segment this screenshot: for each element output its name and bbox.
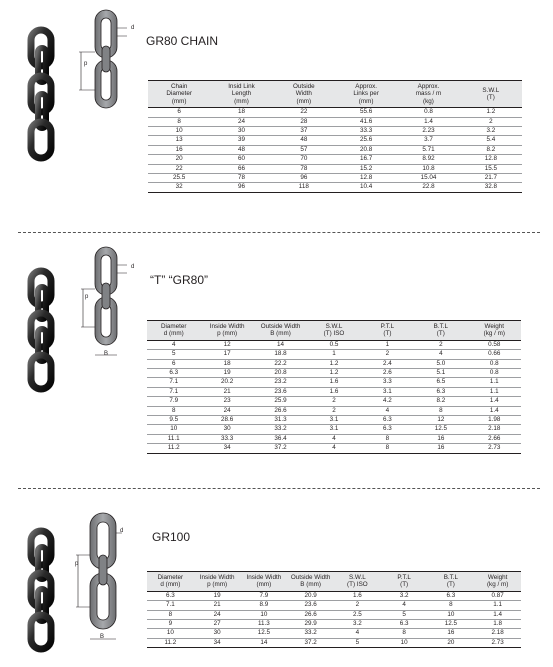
dim-label-d: d — [131, 264, 135, 270]
column-header: Insid Link Length (mm) — [210, 81, 272, 108]
table-row — [147, 359, 521, 368]
table-cell: 6.3 — [414, 387, 467, 396]
table-cell: 29.9 — [287, 620, 334, 629]
section-title: GR100 — [152, 530, 191, 544]
column-header: Inside Width p (mm) — [200, 321, 253, 341]
table-cell: 30 — [194, 629, 241, 638]
column-header: Diameter d (mm) — [147, 321, 200, 341]
table-cell: 6.3 — [361, 416, 414, 425]
table-cell: 16 — [148, 145, 210, 154]
table-cell: 0.87 — [474, 591, 521, 600]
table-cell: 1.4 — [397, 117, 459, 126]
table-row — [147, 425, 521, 434]
table-cell: 37.2 — [254, 444, 307, 453]
table-cell: 1.98 — [468, 416, 521, 425]
column-header: Diameter d (mm) — [147, 572, 194, 592]
table-cell: 8 — [361, 444, 414, 453]
table-cell: 5.0 — [414, 359, 467, 368]
table-cell: 96 — [210, 183, 272, 192]
column-header: S.W.L (T) — [460, 81, 522, 108]
table-cell: 7.1 — [147, 378, 200, 387]
table-cell: 16 — [414, 444, 467, 453]
table-cell: 8.2 — [460, 145, 522, 154]
dim-label-d: d — [131, 25, 135, 31]
column-header: Outside Width B (mm) — [287, 572, 334, 592]
table-cell: 21 — [200, 387, 253, 396]
header-row — [147, 321, 521, 341]
table-cell: 2.23 — [397, 127, 459, 136]
table-cell: 7.9 — [147, 397, 200, 406]
table-cell: 24 — [194, 610, 241, 619]
table-row — [147, 620, 521, 629]
table-row — [147, 601, 521, 610]
table-cell: 37 — [273, 127, 335, 136]
table-cell: 4 — [307, 444, 360, 453]
table-cell: 18 — [200, 359, 253, 368]
table-cell: 10 — [148, 127, 210, 136]
table-cell: 16 — [414, 434, 467, 443]
table-cell: 28.6 — [200, 416, 253, 425]
table-cell: 1.4 — [468, 406, 521, 415]
table-cell: 1 — [361, 340, 414, 349]
table-cell: 20.8 — [335, 145, 397, 154]
table-cell: 12 — [200, 340, 253, 349]
dim-label-b: B — [100, 634, 105, 640]
table-cell: 2 — [307, 397, 360, 406]
table-cell: 5.4 — [460, 136, 522, 145]
table-cell: 8 — [414, 406, 467, 415]
table-row — [147, 350, 521, 359]
column-header: Weight (kg / m) — [468, 321, 521, 341]
table-cell: 5 — [381, 610, 428, 619]
table-row — [148, 155, 522, 164]
dim-label-b: B — [104, 351, 109, 357]
table-cell: 9.5 — [147, 416, 200, 425]
table-cell: 12.5 — [414, 425, 467, 434]
table-cell: 32.8 — [460, 183, 522, 192]
column-header: Chain Diameter (mm) — [148, 81, 210, 108]
table-cell: 1.8 — [474, 620, 521, 629]
table-cell: 15.2 — [335, 164, 397, 173]
table-cell: 24 — [200, 406, 253, 415]
table-cell: 1.6 — [334, 591, 381, 600]
table-cell: 2.5 — [334, 610, 381, 619]
column-header: Approx. mass / m (kg) — [397, 81, 459, 108]
table-cell: 22 — [148, 164, 210, 173]
column-header: Outside Width (mm) — [273, 81, 335, 108]
table-cell: 11.2 — [147, 638, 194, 647]
table-cell: 48 — [210, 145, 272, 154]
table-cell: 10 — [428, 610, 475, 619]
table-cell: 1.1 — [468, 378, 521, 387]
table-cell: 5 — [147, 350, 200, 359]
table-cell: 4.2 — [361, 397, 414, 406]
table-cell: 36.4 — [254, 434, 307, 443]
table-row — [147, 378, 521, 387]
table-cell: 2 — [334, 601, 381, 610]
table-row — [147, 397, 521, 406]
table-cell: 5.1 — [414, 369, 467, 378]
table-cell: 1.6 — [307, 378, 360, 387]
table-cell: 30 — [210, 127, 272, 136]
table-cell: 32 — [148, 183, 210, 192]
table-cell: 2.73 — [468, 444, 521, 453]
table-cell: 33.2 — [254, 425, 307, 434]
table-row — [147, 406, 521, 415]
table-row — [147, 610, 521, 619]
table-cell: 96 — [273, 174, 335, 183]
table-cell: 8 — [428, 601, 475, 610]
table-cell: 1.4 — [474, 610, 521, 619]
table-cell: 25.9 — [254, 397, 307, 406]
t-gr80-table — [147, 320, 521, 454]
table-cell: 11.2 — [147, 444, 200, 453]
table-cell: 5.71 — [397, 145, 459, 154]
gr80-chain-section — [0, 0, 553, 232]
table-cell: 4 — [147, 340, 200, 349]
table-cell: 20 — [148, 155, 210, 164]
table-cell: 12.8 — [335, 174, 397, 183]
column-header: B.T.L (T) — [428, 572, 475, 592]
table-cell: 30 — [200, 425, 253, 434]
table-cell: 11.3 — [241, 620, 288, 629]
table-cell: 21.7 — [460, 174, 522, 183]
table-cell: 16.7 — [335, 155, 397, 164]
table-cell: 6.3 — [147, 591, 194, 600]
table-cell: 5 — [334, 638, 381, 647]
table-cell: 14 — [254, 340, 307, 349]
table-cell: 15.04 — [397, 174, 459, 183]
table-cell: 1 — [307, 350, 360, 359]
dim-label-p: p — [85, 294, 89, 300]
table-cell: 16 — [428, 629, 475, 638]
t-gr80-chain-photo — [22, 267, 62, 397]
table-cell: 17 — [200, 350, 253, 359]
table-cell: 3.7 — [397, 136, 459, 145]
table-cell: 1.4 — [468, 397, 521, 406]
table-cell: 4 — [334, 629, 381, 638]
table-cell: 60 — [210, 155, 272, 164]
table-cell: 18.8 — [254, 350, 307, 359]
column-header: Weight (kg / m) — [474, 572, 521, 592]
table-cell: 12.8 — [460, 155, 522, 164]
table-row — [147, 638, 521, 647]
table-cell: 24 — [210, 117, 272, 126]
column-header: Inside Width (mm) — [241, 572, 288, 592]
table-cell: 4 — [307, 434, 360, 443]
table-cell: 0.5 — [307, 340, 360, 349]
table-cell: 20.8 — [254, 369, 307, 378]
gr100-chain-photo — [22, 527, 62, 662]
table-cell: 3.1 — [361, 387, 414, 396]
table-cell: 10 — [147, 629, 194, 638]
table-cell: 3.2 — [381, 591, 428, 600]
table-cell: 22.2 — [254, 359, 307, 368]
table-cell: 41.6 — [335, 117, 397, 126]
column-header: Inside Width p (mm) — [194, 572, 241, 592]
table-cell: 2 — [307, 406, 360, 415]
table-cell: 26.6 — [287, 610, 334, 619]
table-cell: 31.3 — [254, 416, 307, 425]
table-cell: 20.9 — [287, 591, 334, 600]
table-cell: 2 — [460, 117, 522, 126]
column-header: P.T.L (T) — [361, 321, 414, 341]
gr100-table — [147, 571, 521, 648]
column-header: S.W.L (T) ISO — [334, 572, 381, 592]
table-cell: 2.18 — [474, 629, 521, 638]
header-row — [148, 81, 522, 108]
table-cell: 0.66 — [468, 350, 521, 359]
table-cell: 48 — [273, 136, 335, 145]
table-cell: 3.1 — [307, 425, 360, 434]
table-row — [147, 444, 521, 453]
table-cell: 20 — [428, 638, 475, 647]
table-cell: 4 — [414, 350, 467, 359]
table-cell: 0.8 — [397, 108, 459, 117]
table-cell: 37.2 — [287, 638, 334, 647]
table-cell: 2.66 — [468, 434, 521, 443]
table-cell: 33.2 — [287, 629, 334, 638]
table-row — [147, 434, 521, 443]
header-row — [147, 572, 521, 592]
table-cell: 1.2 — [307, 359, 360, 368]
table-row — [148, 136, 522, 145]
gr80-chain-table — [148, 80, 522, 193]
table-cell: 1.2 — [460, 108, 522, 117]
table-cell: 0.8 — [468, 359, 521, 368]
table-row — [147, 629, 521, 638]
table-cell: 19 — [200, 369, 253, 378]
gr100-section — [0, 489, 553, 667]
table-cell: 1.6 — [307, 387, 360, 396]
table-cell: 33.3 — [200, 434, 253, 443]
table-cell: 57 — [273, 145, 335, 154]
section-title: GR80 CHAIN — [146, 34, 219, 48]
table-row — [148, 117, 522, 126]
table-cell: 10 — [241, 610, 288, 619]
table-cell: 2.73 — [474, 638, 521, 647]
table-cell: 21 — [194, 601, 241, 610]
table-cell: 33.3 — [335, 127, 397, 136]
t-gr80-chain-diagram — [79, 245, 129, 365]
table-cell: 8 — [147, 610, 194, 619]
table-cell: 118 — [273, 183, 335, 192]
table-cell: 4 — [381, 601, 428, 610]
table-cell: 8 — [361, 434, 414, 443]
column-header: Approx. Links per (mm) — [335, 81, 397, 108]
dim-label-d: d — [120, 528, 124, 534]
table-row — [147, 416, 521, 425]
table-row — [147, 387, 521, 396]
table-cell: 8 — [147, 406, 200, 415]
table-cell: 0.58 — [468, 340, 521, 349]
table-cell: 3.2 — [334, 620, 381, 629]
table-row — [147, 340, 521, 349]
table-cell: 13 — [148, 136, 210, 145]
table-cell: 25.5 — [148, 174, 210, 183]
table-cell: 23.6 — [287, 601, 334, 610]
table-cell: 3.3 — [361, 378, 414, 387]
table-cell: 20.2 — [200, 378, 253, 387]
table-cell: 28 — [273, 117, 335, 126]
table-cell: 2.18 — [468, 425, 521, 434]
table-cell: 8.2 — [414, 397, 467, 406]
table-cell: 23.2 — [254, 378, 307, 387]
table-cell: 6 — [148, 108, 210, 117]
table-cell: 78 — [210, 174, 272, 183]
table-row — [148, 127, 522, 136]
table-cell: 23.6 — [254, 387, 307, 396]
table-cell: 7.1 — [147, 387, 200, 396]
table-cell: 26.6 — [254, 406, 307, 415]
table-cell: 11.1 — [147, 434, 200, 443]
table-cell: 15.5 — [460, 164, 522, 173]
table-cell: 18 — [210, 108, 272, 117]
table-cell: 7.9 — [241, 591, 288, 600]
table-cell: 3.2 — [460, 127, 522, 136]
table-cell: 3.1 — [307, 416, 360, 425]
table-cell: 10.4 — [335, 183, 397, 192]
dim-label-p: p — [75, 561, 79, 567]
table-cell: 6.3 — [381, 620, 428, 629]
table-cell: 2.6 — [361, 369, 414, 378]
table-cell: 1.1 — [474, 601, 521, 610]
table-cell: 12.5 — [428, 620, 475, 629]
table-cell: 27 — [194, 620, 241, 629]
table-cell: 39 — [210, 136, 272, 145]
table-cell: 2 — [414, 340, 467, 349]
table-cell: 6 — [147, 359, 200, 368]
table-cell: 12 — [414, 416, 467, 425]
table-cell: 10.8 — [397, 164, 459, 173]
table-cell: 10 — [381, 638, 428, 647]
table-cell: 12.5 — [241, 629, 288, 638]
table-cell: 78 — [273, 164, 335, 173]
table-row — [148, 183, 522, 192]
table-cell: 9 — [147, 620, 194, 629]
gr80-chain-photo — [22, 26, 62, 166]
table-cell: 1.2 — [307, 369, 360, 378]
table-row — [148, 164, 522, 173]
table-cell: 25.6 — [335, 136, 397, 145]
table-cell: 2 — [361, 350, 414, 359]
table-cell: 14 — [241, 638, 288, 647]
table-cell: 6.3 — [428, 591, 475, 600]
table-cell: 8.92 — [397, 155, 459, 164]
table-cell: 8.9 — [241, 601, 288, 610]
table-cell: 6.5 — [414, 378, 467, 387]
table-cell: 2.4 — [361, 359, 414, 368]
column-header: Outside Width B (mm) — [254, 321, 307, 341]
table-cell: 6.3 — [147, 369, 200, 378]
table-cell: 70 — [273, 155, 335, 164]
table-cell: 34 — [194, 638, 241, 647]
table-cell: 7.1 — [147, 601, 194, 610]
section-title: “T” “GR80” — [150, 273, 208, 287]
table-cell: 6.3 — [361, 425, 414, 434]
table-cell: 23 — [200, 397, 253, 406]
table-cell: 8 — [381, 629, 428, 638]
column-header: P.T.L (T) — [381, 572, 428, 592]
table-row — [148, 108, 522, 117]
table-cell: 10 — [147, 425, 200, 434]
column-header: S.W.L (T) ISO — [307, 321, 360, 341]
table-row — [148, 145, 522, 154]
table-cell: 22.8 — [397, 183, 459, 192]
table-cell: 22 — [273, 108, 335, 117]
table-cell: 34 — [200, 444, 253, 453]
dim-label-p: p — [84, 61, 88, 67]
table-row — [148, 174, 522, 183]
column-header: B.T.L (T) — [414, 321, 467, 341]
table-row — [147, 591, 521, 600]
table-row — [147, 369, 521, 378]
table-cell: 4 — [361, 406, 414, 415]
table-cell: 1.1 — [468, 387, 521, 396]
t-gr80-section — [0, 233, 553, 488]
table-cell: 66 — [210, 164, 272, 173]
table-cell: 8 — [148, 117, 210, 126]
gr100-chain-diagram — [72, 511, 122, 651]
table-cell: 55.6 — [335, 108, 397, 117]
table-cell: 0.8 — [468, 369, 521, 378]
table-cell: 19 — [194, 591, 241, 600]
